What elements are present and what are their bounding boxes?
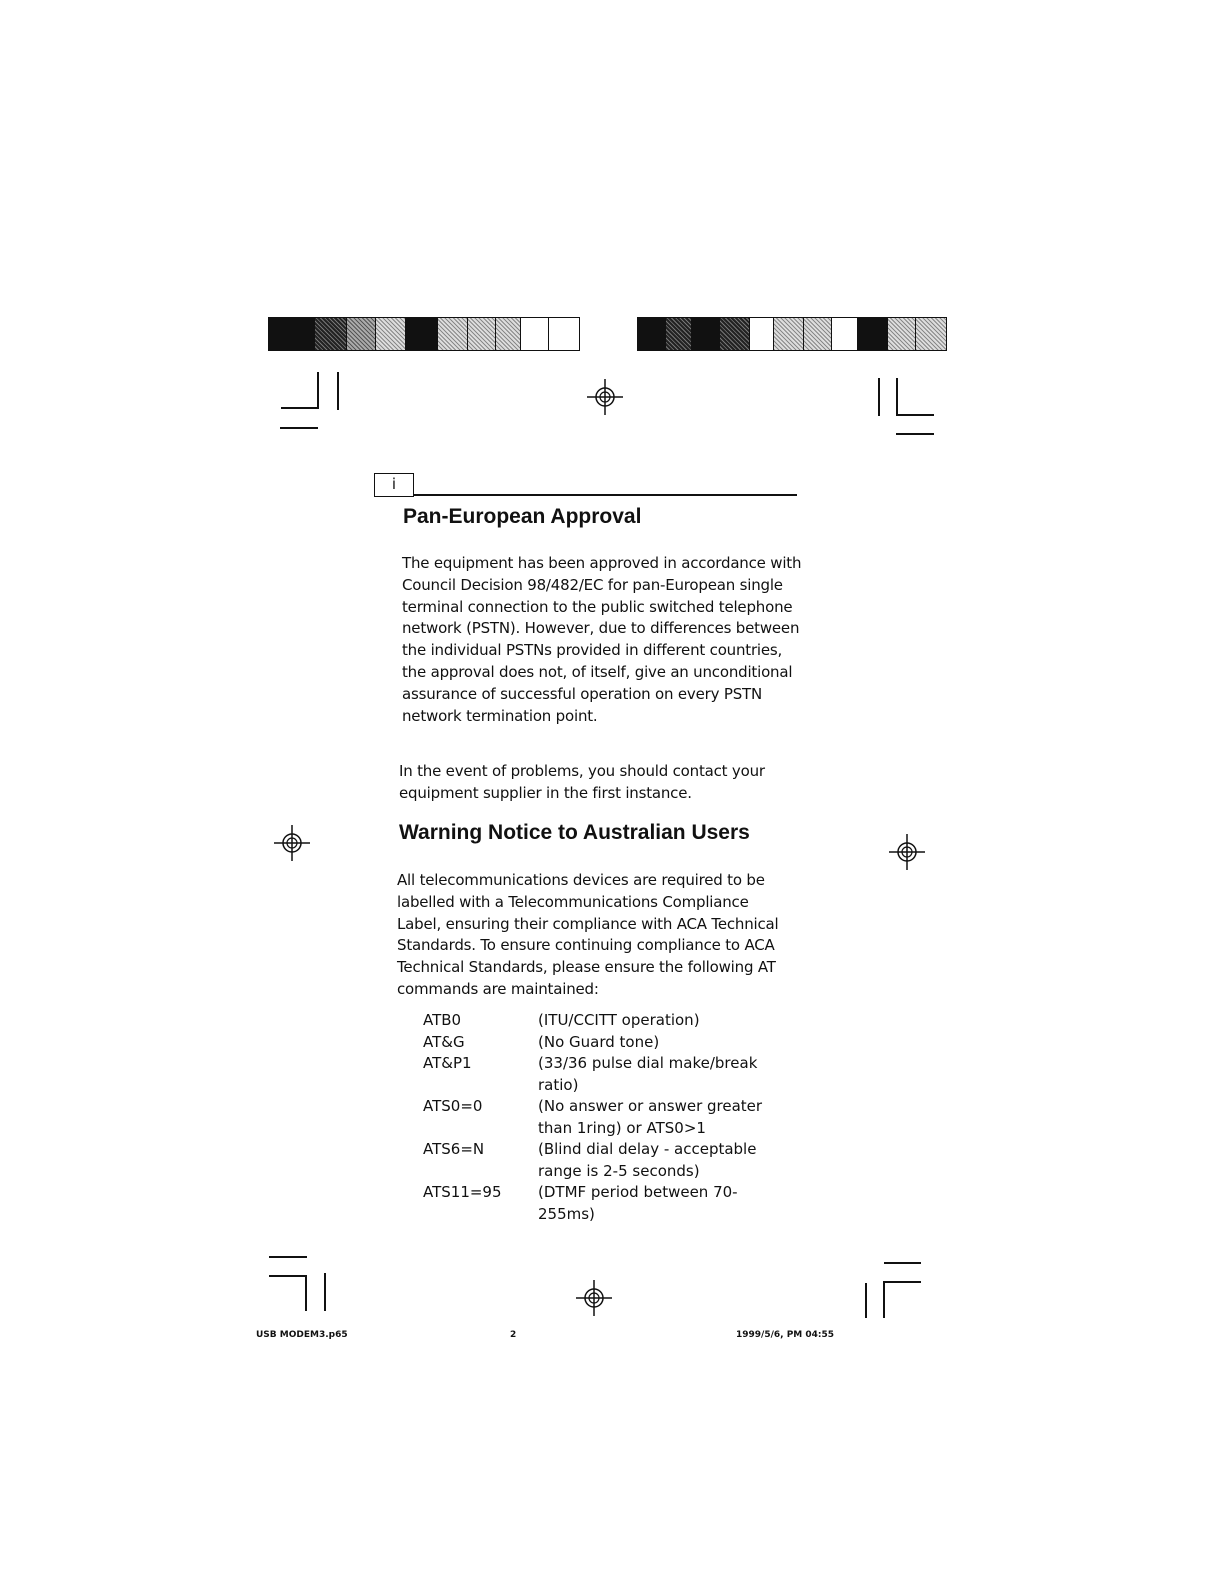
heading-pan-european-approval: Pan-European Approval [403,505,642,528]
crop-mark [884,1262,921,1264]
crop-mark [883,1281,921,1283]
crop-mark [305,1275,307,1311]
command-description: (DTMF period between 70-255ms) [538,1183,738,1223]
footer-filename: USB MODEM3.p65 [256,1330,348,1340]
list-item [423,1053,783,1096]
paragraph: The equipment has been approved in accordance with Council Decision 98/482/EC for pan-European single terminal connection to the public switched telephone network (PSTN). However, due to differences between the individual PSTNs provided in different countries, the approval does not, of itself, give an unconditional assurance of successful operation on every PSTN network termination point. [402,554,802,725]
crop-mark [896,414,934,416]
crop-mark [269,1275,307,1277]
crop-mark [878,378,880,416]
crop-mark [280,427,318,429]
registration-mark-bottom-icon [574,1278,614,1318]
command-description: (ITU/CCITT operation) [538,1011,700,1029]
command-description: (33/36 pulse dial make/break ratio) [538,1054,758,1094]
command-name: AT&G [423,1032,465,1051]
crop-mark [896,433,934,435]
crop-mark [317,372,319,409]
crop-mark [324,1273,326,1311]
command-description: (Blind dial delay - acceptable range is 2-5 seconds) [538,1140,757,1180]
color-bar-right [637,317,947,351]
list-item [423,1139,783,1182]
registration-mark-left-icon [272,823,312,863]
crop-mark [896,378,898,415]
command-name: AT&P1 [423,1054,472,1072]
crop-mark [281,407,318,409]
heading-warning-notice: Warning Notice to Australian Users [399,821,750,844]
registration-mark-right-icon [887,832,927,872]
section-marker: i [374,473,414,497]
command-description: (No answer or answer greater than 1ring) or ATS0>1 [538,1097,763,1137]
registration-mark-top-icon [585,377,625,417]
crop-mark [883,1281,885,1318]
command-name: ATS6=N [423,1140,485,1158]
paragraph: In the event of problems, you should contact your equipment supplier in the first instance. [399,762,765,802]
command-name: ATS11=95 [423,1183,502,1201]
list-item [423,1182,783,1225]
list-item [423,1032,783,1054]
color-bar-left [268,317,580,351]
footer-page-number: 2 [510,1330,517,1340]
list-item [423,1010,783,1032]
list-item [423,1096,783,1139]
command-name: ATS0=0 [423,1097,483,1115]
paragraph: All telecommunications devices are required to be labelled with a Telecommunications Compliance Label, ensuring their compliance with ACA Technical Standards. To ensure continuing compliance to ACA Technical Standards, please ensure the following AT commands are maintained: [397,871,779,998]
at-commands-list [423,1010,783,1225]
section-rule [414,494,797,496]
crop-mark [337,372,339,410]
command-description: (No Guard tone) [538,1032,660,1051]
command-name: ATB0 [423,1011,462,1029]
crop-mark [865,1283,867,1318]
crop-mark [269,1256,307,1258]
footer-timestamp: 1999/5/6, PM 04:55 [736,1330,835,1340]
